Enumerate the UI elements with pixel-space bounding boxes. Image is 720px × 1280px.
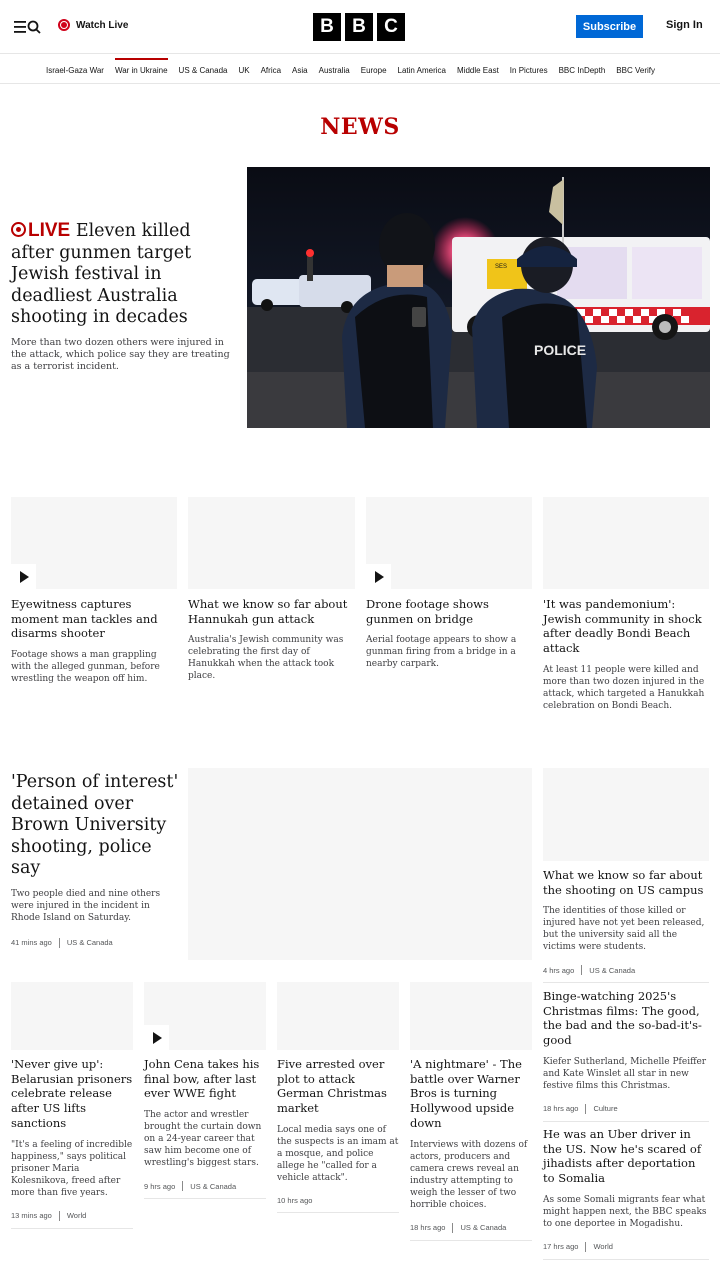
nav-item[interactable]: In Pictures bbox=[509, 66, 548, 75]
timestamp: 18 hrs ago bbox=[410, 1223, 446, 1233]
timestamp: 4 hrs ago bbox=[543, 965, 575, 975]
story-summary: The identities of those killed or injured have not yet been released, but the university said all the victims were students. bbox=[543, 906, 705, 953]
timestamp: 10 hrs ago bbox=[277, 1195, 313, 1205]
story-title[interactable]: Drone footage shows gunmen on bridge bbox=[366, 597, 489, 626]
divider bbox=[452, 1223, 453, 1233]
top-bar bbox=[0, 0, 720, 54]
hero-headline-text: Eleven killed after gunmen target Jewish festival in deadliest Australia shooting in decades bbox=[11, 221, 192, 327]
nav-item[interactable]: UK bbox=[238, 66, 250, 75]
story-card[interactable] bbox=[11, 497, 177, 685]
story-summary: As some Somali migrants fear what might happen next, the BBC speaks to one deportee in Mogadishu. bbox=[543, 1194, 707, 1229]
live-icon bbox=[11, 222, 26, 237]
story-summary: The actor and wrestler brought the curtain down on a 24-year career that saw him become one of wrestling's biggest stars. bbox=[144, 1110, 262, 1169]
play-icon bbox=[366, 564, 391, 589]
story-card[interactable] bbox=[543, 768, 709, 983]
category-tag[interactable]: World bbox=[66, 1211, 87, 1221]
story-card[interactable] bbox=[366, 497, 532, 670]
divider bbox=[585, 1242, 586, 1252]
story-meta bbox=[144, 1181, 266, 1191]
category-tag[interactable]: US & Canada bbox=[589, 965, 636, 975]
story-title[interactable]: What we know so far about Hannukah gun attack bbox=[188, 597, 348, 626]
divider bbox=[59, 1211, 60, 1221]
story-title[interactable]: He was an Uber driver in the US. Now he's scared of jihadists after deportation to Somalia bbox=[543, 1127, 702, 1186]
timestamp: 13 mins ago bbox=[11, 1211, 52, 1221]
story-title[interactable]: Binge-watching 2025's Christmas films: The good, the bad and the so-bad-it's-good bbox=[543, 989, 702, 1048]
timestamp: 17 hrs ago bbox=[543, 1242, 579, 1252]
timestamp: 18 hrs ago bbox=[543, 1104, 579, 1114]
story-meta bbox=[543, 1242, 709, 1252]
feature-meta bbox=[11, 938, 179, 948]
category-tag[interactable]: US & Canada bbox=[66, 938, 113, 947]
story-card[interactable] bbox=[277, 982, 399, 1213]
category-tag[interactable]: Culture bbox=[593, 1104, 618, 1114]
nav-item[interactable]: BBC InDepth bbox=[558, 66, 606, 75]
story-summary: "It's a feeling of incredible happiness," says political prisoner Maria Kolesnikova, freed after more than five years. bbox=[11, 1139, 133, 1198]
story-card[interactable] bbox=[144, 982, 266, 1199]
watch-live-link[interactable] bbox=[58, 19, 128, 31]
feature-image[interactable] bbox=[188, 768, 532, 960]
story-title[interactable]: John Cena takes his final bow, after last ever WWE fight bbox=[144, 1057, 260, 1101]
story-summary: Footage shows a man grappling with the alleged gunman, before wrestling the weapon off him. bbox=[11, 650, 160, 685]
feature-story[interactable] bbox=[11, 772, 179, 948]
watch-live-label: Watch Live bbox=[76, 19, 129, 31]
vehicle-text-ses: SES bbox=[495, 264, 508, 270]
story-title[interactable]: Eyewitness captures moment man tackles and disarms shooter bbox=[11, 597, 158, 641]
bbc-logo[interactable] bbox=[313, 13, 405, 41]
live-badge bbox=[11, 220, 70, 241]
story-title[interactable]: Five arrested over plot to attack German Christmas market bbox=[277, 1057, 387, 1116]
page-title: NEWS bbox=[320, 114, 400, 140]
timestamp: 41 mins ago bbox=[11, 938, 52, 947]
sign-in-link[interactable]: Sign In bbox=[666, 19, 703, 31]
police-scene-image bbox=[247, 167, 710, 428]
nav-item[interactable]: Asia bbox=[292, 66, 308, 75]
section-nav bbox=[0, 58, 720, 84]
nav-item[interactable]: US & Canada bbox=[178, 66, 228, 75]
live-label: LIVE bbox=[28, 220, 71, 241]
story-image bbox=[410, 982, 532, 1050]
story-summary: Kiefer Sutherland, Michelle Pfeiffer and Kate Winslet all star in new festive films this Christmas. bbox=[543, 1056, 707, 1091]
divider bbox=[182, 1181, 183, 1191]
hero-story[interactable] bbox=[11, 220, 231, 373]
category-tag[interactable]: US & Canada bbox=[190, 1181, 237, 1191]
timestamp: 9 hrs ago bbox=[144, 1181, 176, 1191]
story-card[interactable] bbox=[543, 989, 709, 1122]
category-tag[interactable]: World bbox=[593, 1242, 613, 1252]
story-image bbox=[11, 497, 177, 589]
category-tag[interactable]: US & Canada bbox=[460, 1223, 507, 1233]
story-image bbox=[11, 982, 133, 1050]
story-card[interactable] bbox=[543, 1127, 709, 1260]
subscribe-button[interactable]: Subscribe bbox=[576, 15, 643, 38]
story-meta bbox=[277, 1196, 399, 1205]
story-meta bbox=[11, 1211, 133, 1221]
story-image bbox=[188, 497, 355, 589]
hero-headline[interactable] bbox=[11, 220, 231, 329]
story-image bbox=[366, 497, 532, 589]
vest-text: POLICE bbox=[534, 342, 587, 358]
story-image bbox=[543, 497, 709, 589]
story-title[interactable]: What we know so far about the shooting on US campus bbox=[543, 868, 704, 897]
story-summary: Australia's Jewish community was celebrating the first day of Hanukkah when the attack took place. bbox=[188, 635, 344, 682]
story-image bbox=[277, 982, 399, 1050]
live-icon bbox=[58, 19, 70, 31]
hero-image[interactable] bbox=[247, 167, 710, 428]
menu-search-icon[interactable] bbox=[14, 17, 42, 37]
story-image bbox=[543, 768, 709, 861]
nav-item[interactable]: Middle East bbox=[457, 66, 499, 75]
story-summary: Local media says one of the suspects is an imam at a mosque, and police allege he "called for a vehicle attack". bbox=[277, 1124, 399, 1183]
story-title[interactable]: 'It was pandemonium': Jewish community in shock after deadly Bondi Beach attack bbox=[543, 597, 702, 656]
story-summary: At least 11 people were killed and more than two dozen injured in the attack, which targeted a Hanukkah celebration on Bondi Beach. bbox=[543, 664, 705, 711]
logo-letter: B bbox=[345, 13, 373, 41]
play-icon bbox=[11, 564, 36, 589]
feature-headline[interactable]: 'Person of interest' detained over Brown University shooting, police say bbox=[11, 772, 179, 878]
story-summary: Aerial footage appears to show a gunman firing from a bridge in a nearby carpark. bbox=[366, 635, 517, 670]
story-card[interactable] bbox=[410, 982, 532, 1241]
story-meta bbox=[410, 1223, 532, 1233]
hero-summary: More than two dozen others were injured in the attack, which police say they are treating as a terrorist incident. bbox=[11, 336, 230, 372]
nav-item[interactable]: Latin America bbox=[397, 66, 446, 75]
story-title[interactable]: 'Never give up': Belarusian prisoners celebrate release after US lifts sanctions bbox=[11, 1057, 133, 1130]
story-image bbox=[144, 982, 266, 1050]
divider bbox=[585, 1104, 586, 1114]
story-card[interactable] bbox=[543, 497, 709, 712]
play-icon bbox=[144, 1025, 169, 1050]
story-meta bbox=[543, 1104, 709, 1114]
logo-letter: C bbox=[377, 13, 405, 41]
nav-item[interactable]: Africa bbox=[260, 66, 282, 75]
story-meta bbox=[543, 965, 709, 975]
nav-item[interactable]: War in Ukraine bbox=[115, 58, 168, 84]
story-card[interactable] bbox=[11, 982, 133, 1229]
logo-letter: B bbox=[313, 13, 341, 41]
feature-summary: Two people died and nine others were injured in the incident in Rhode Island on Saturday. bbox=[11, 888, 161, 923]
nav-item[interactable]: Europe bbox=[360, 66, 387, 75]
divider bbox=[59, 938, 60, 948]
story-summary: Interviews with dozens of actors, producers and camera crews reveal an industry attempting to weigh the lesser of two horrible choices. bbox=[410, 1139, 528, 1210]
story-card[interactable] bbox=[188, 497, 355, 682]
story-title[interactable]: 'A nightmare' - The battle over Warner Bros is turning Hollywood upside down bbox=[410, 1057, 522, 1130]
nav-item[interactable]: Israel-Gaza War bbox=[46, 66, 104, 75]
nav-item[interactable]: BBC Verify bbox=[616, 66, 655, 75]
divider bbox=[581, 965, 582, 975]
nav-item[interactable]: Australia bbox=[318, 66, 350, 75]
